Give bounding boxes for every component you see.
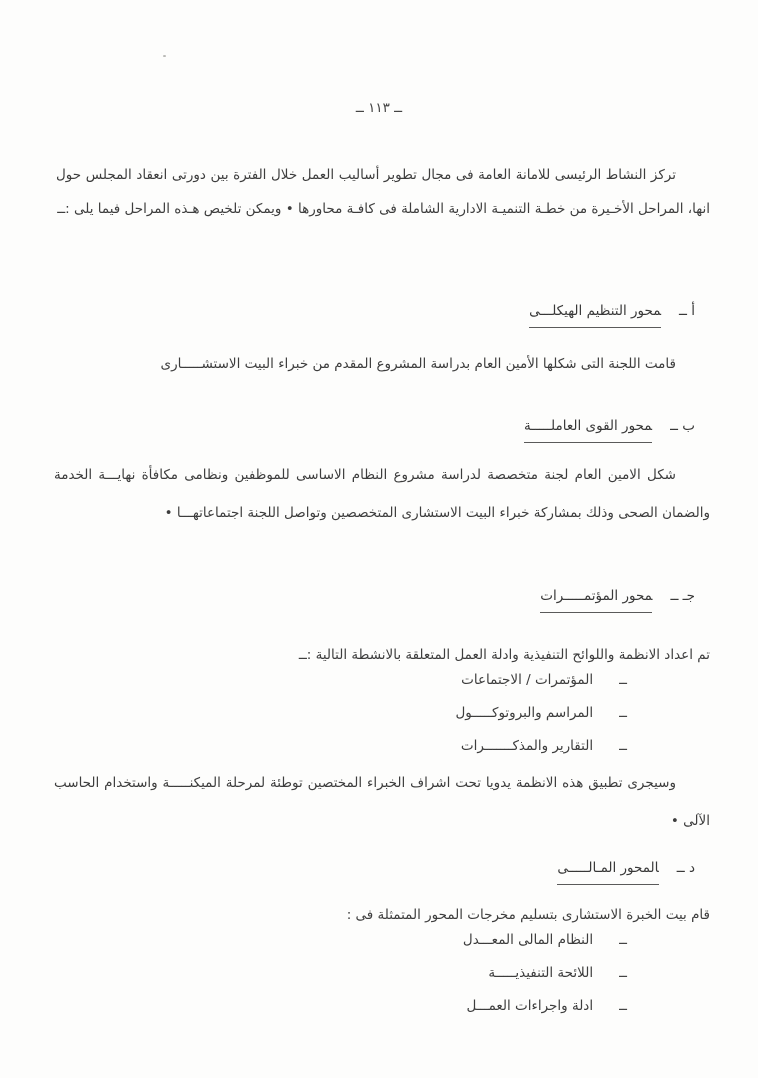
list-item [455, 670, 627, 690]
section-d-intro: قام بيت الخبرة الاستشارى بتسليم مخرجات المحور المتمثلة فى : [346, 907, 710, 923]
list-item-text: النظام المالى المعـــدل [462, 932, 594, 948]
list-item-text: ادلة واجراءات العمـــل [466, 998, 594, 1014]
section-c-letter: جـ ــ [670, 588, 695, 604]
page-number: ــ ١١٣ ــ [355, 100, 403, 116]
section-c-intro: تم اعداد الانظمة واللوائح التنفيذية وادلة العمل المتعلقة بالانشطة التالية :ــ [298, 647, 710, 663]
section-a-body: قامت اللجنة التى شكلها الأمين العام بدراسة المشروع المقدم من خبراء البيت الاستشـــــارى [160, 356, 676, 372]
section-b-letter: ب ــ [670, 418, 695, 434]
scan-speck [163, 55, 166, 57]
section-a-title: محور التنظيم الهيكلـــى [529, 303, 661, 328]
intro-paragraph: تركز النشاط الرئيسى للامانة العامة فى مجال تطوير أساليب العمل خلال الفترة بين دورتى انعقاد المجلس حول انها، المراحل الأخـيرة من خطـة التنميـة الادارية الشاملة فى كافـة محاورها • ويمكن تلخيص هـذه المراحل فيما يلى :ــ [56, 167, 710, 217]
section-c-closing: وسيجرى تطبيق هذه الانظمة يدويا تحت اشراف الخبراء المختصين توطئة لمرحلة الميكنـــــة واستخدام الحاسب الآلى • [54, 775, 710, 829]
list-item-text: المؤتمرات / الاجتماعات [461, 672, 594, 688]
dash-bullet: ــ [619, 672, 627, 688]
section-d-heading [557, 860, 695, 876]
list-item [463, 930, 627, 950]
list-item [455, 736, 627, 756]
list-item-text: المراسم والبروتوكـــــول [455, 705, 594, 721]
list-item [463, 996, 627, 1016]
dash-bullet: ــ [619, 738, 627, 754]
dash-bullet: ــ [619, 932, 627, 948]
list-item [463, 963, 627, 983]
section-b-heading [524, 418, 695, 434]
dash-bullet: ــ [619, 998, 627, 1014]
list-item-text: التقارير والمذكـــــــرات [460, 738, 594, 754]
list-item-text: اللائحة التنفيذيـــــة [488, 965, 594, 981]
dash-bullet: ــ [619, 965, 627, 981]
section-b-title: محور القوى العاملـــــة [524, 418, 652, 443]
list-item [455, 703, 627, 723]
conferences-list [455, 670, 627, 769]
dash-bullet: ــ [619, 705, 627, 721]
financial-list [463, 930, 627, 1029]
section-c-heading [540, 588, 695, 604]
section-d-letter: د ــ [676, 860, 695, 876]
section-a-heading [529, 303, 695, 319]
section-b-body: شكل الامين العام لجنة متخصصة لدراسة مشروع النظام الاساسى للموظفين ونظامى مكافأة نهايـــة الخدمة والضمان الصحى وذلك بمشاركة خبراء البيت الاستشارى المتخصصين وتواصل اللجنة اجتماعاتهـــا • [54, 467, 710, 521]
section-d-title: المحور المـالـــــى [557, 860, 658, 885]
section-a-letter: أ ــ [679, 303, 695, 319]
section-c-title: محور المؤتمـــــرات [540, 588, 652, 613]
